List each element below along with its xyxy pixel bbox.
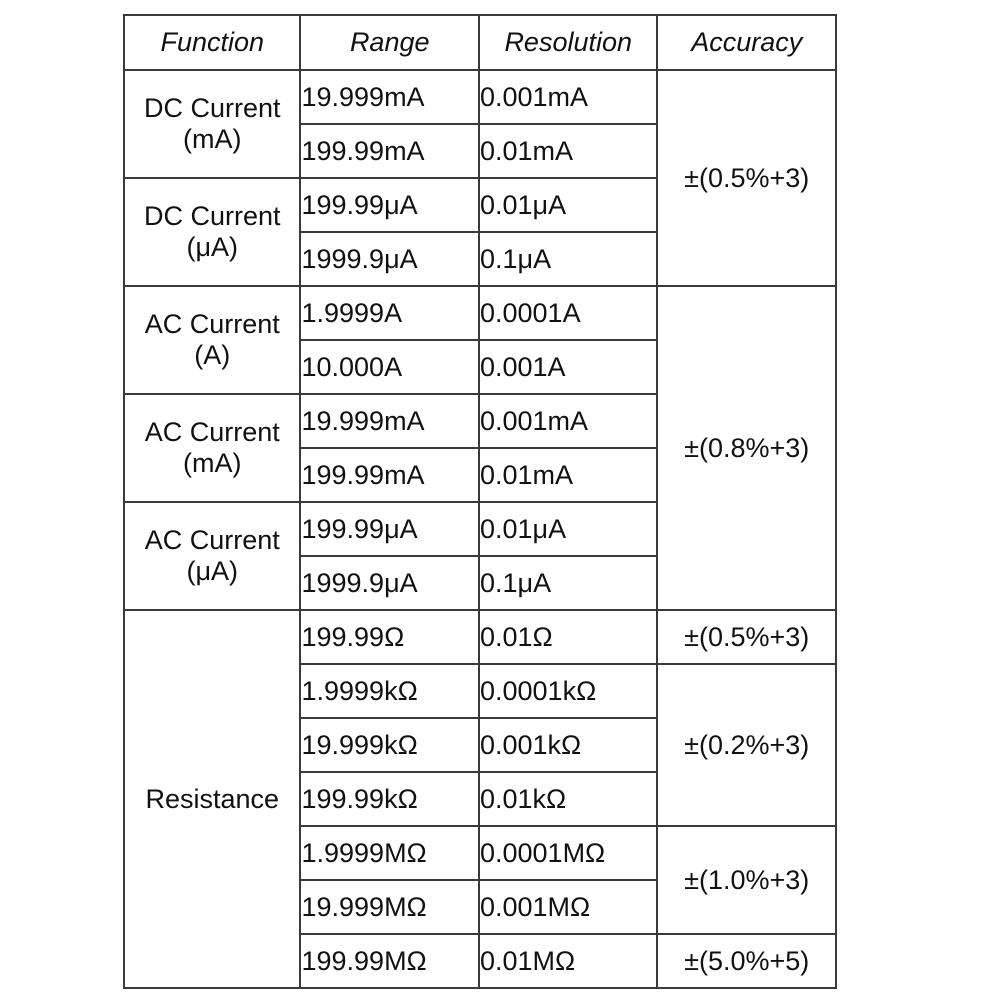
- range-cell: 199.99mA: [300, 124, 479, 178]
- accuracy-cell-resistance-2: ±(0.2%+3): [657, 664, 836, 826]
- resolution-cell: 0.001MΩ: [479, 880, 658, 934]
- resolution-cell: 0.0001A: [479, 286, 658, 340]
- range-cell: 10.000A: [300, 340, 479, 394]
- header-accuracy: Accuracy: [657, 15, 836, 70]
- function-unit: (A): [194, 340, 231, 370]
- resolution-cell: 0.01kΩ: [479, 772, 658, 826]
- function-label: DC Current: [143, 201, 281, 231]
- table-row: [124, 286, 836, 340]
- function-label: AC Current: [144, 525, 280, 555]
- resolution-cell: 0.1μA: [479, 232, 658, 286]
- range-cell: 199.99μA: [300, 502, 479, 556]
- resolution-cell: 0.01Ω: [479, 610, 658, 664]
- range-cell: 1.9999kΩ: [300, 664, 479, 718]
- resolution-cell: 0.001mA: [479, 394, 658, 448]
- range-cell: 199.99mA: [300, 448, 479, 502]
- resolution-cell: 0.01MΩ: [479, 934, 658, 988]
- resolution-cell: 0.01μA: [479, 502, 658, 556]
- function-cell-dc-ma: [124, 70, 300, 178]
- header-range: Range: [300, 15, 479, 70]
- function-label: AC Current: [144, 309, 280, 339]
- function-label: DC Current: [143, 93, 281, 123]
- range-cell: 19.999mA: [300, 70, 479, 124]
- table-row: [124, 70, 836, 124]
- accuracy-cell-resistance-1: ±(0.5%+3): [657, 610, 836, 664]
- accuracy-cell-dc-current: ±(0.5%+3): [657, 70, 836, 286]
- resolution-cell: 0.0001MΩ: [479, 826, 658, 880]
- resolution-cell: 0.001kΩ: [479, 718, 658, 772]
- resolution-cell: 0.001mA: [479, 70, 658, 124]
- range-cell: 19.999kΩ: [300, 718, 479, 772]
- accuracy-cell-resistance-3: ±(1.0%+3): [657, 826, 836, 934]
- function-cell-dc-ua: [124, 178, 300, 286]
- range-cell: 1999.9μA: [300, 232, 479, 286]
- header-row: [124, 15, 836, 70]
- range-cell: 1.9999MΩ: [300, 826, 479, 880]
- resolution-cell: 0.0001kΩ: [479, 664, 658, 718]
- resolution-cell: 0.01mA: [479, 124, 658, 178]
- function-unit: (mA): [183, 124, 242, 154]
- function-cell-ac-ma: [124, 394, 300, 502]
- function-label: AC Current: [144, 417, 280, 447]
- range-cell: 19.999MΩ: [300, 880, 479, 934]
- table-row: [124, 610, 836, 664]
- range-cell: 199.99MΩ: [300, 934, 479, 988]
- function-label: Resistance: [145, 783, 280, 814]
- function-cell-ac-a: [124, 286, 300, 394]
- resolution-cell: 0.001A: [479, 340, 658, 394]
- header-resolution: Resolution: [479, 15, 658, 70]
- function-cell-ac-ua: [124, 502, 300, 610]
- range-cell: 19.999mA: [300, 394, 479, 448]
- range-cell: 199.99kΩ: [300, 772, 479, 826]
- spec-table: [123, 14, 837, 989]
- resolution-cell: 0.01μA: [479, 178, 658, 232]
- accuracy-cell-resistance-4: ±(5.0%+5): [657, 934, 836, 988]
- function-cell-resistance: [124, 610, 300, 988]
- range-cell: 199.99Ω: [300, 610, 479, 664]
- accuracy-cell-ac-current: ±(0.8%+3): [657, 286, 836, 610]
- function-unit: (mA): [183, 448, 242, 478]
- range-cell: 1999.9μA: [300, 556, 479, 610]
- range-cell: 1.9999A: [300, 286, 479, 340]
- resolution-cell: 0.01mA: [479, 448, 658, 502]
- resolution-cell: 0.1μA: [479, 556, 658, 610]
- function-unit: (μA): [186, 232, 239, 262]
- header-function: Function: [124, 15, 300, 70]
- range-cell: 199.99μA: [300, 178, 479, 232]
- function-unit: (μA): [186, 556, 239, 586]
